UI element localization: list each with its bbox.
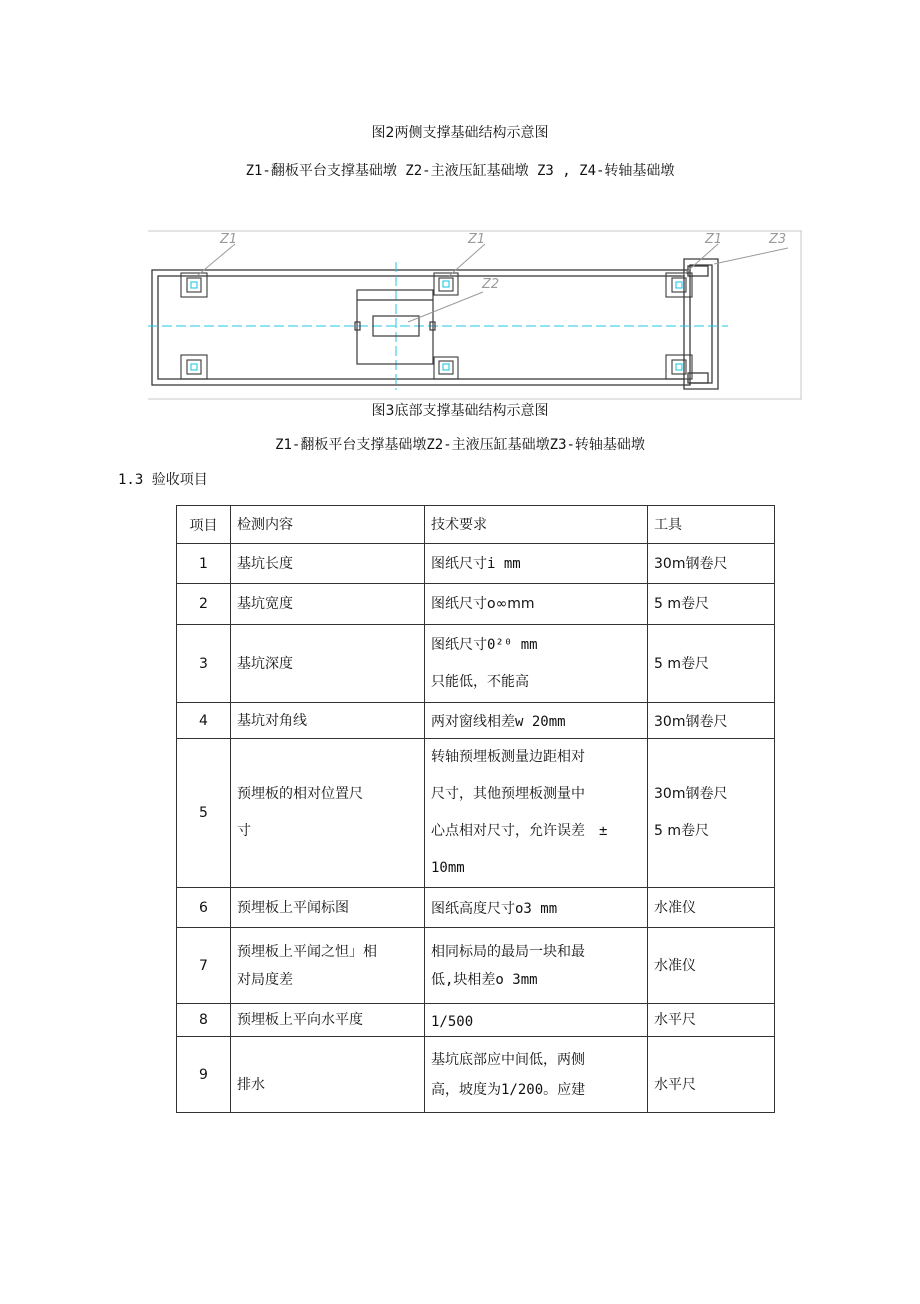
figure-3-legend: Z1-翻板平台支撑基础墩Z2-主液压缸基础墩Z3-转轴基础墩 (275, 437, 645, 453)
table-row (177, 703, 775, 739)
header-item: 项目 (177, 506, 231, 544)
row-number: 2 (177, 584, 231, 625)
row-number: 9 (177, 1037, 231, 1113)
row-requirement (425, 928, 648, 1004)
table-row (177, 544, 775, 584)
requirement-line: 相同标局的最局一块和最 (431, 943, 585, 960)
row-tool: 5 m卷尺 (648, 584, 775, 625)
figure-2-title: 图2两侧支撑基础结构示意图 (371, 125, 549, 141)
row-number: 4 (177, 703, 231, 739)
row-tool: 水准仪 (648, 888, 775, 928)
label-z3: Z3 (769, 232, 787, 247)
figure-2-legend: Z1-翻板平台支撑基础墩 Z2-主液压缸基础墩 Z3 , Z4-转轴基础墩 (245, 163, 675, 179)
table-header-row (177, 506, 775, 544)
row-tool: 30m钢卷尺 (648, 544, 775, 584)
table-row (177, 739, 775, 888)
requirement-line: 心点相对尺寸，允许误差 ± (431, 823, 608, 839)
row-number: 3 (177, 625, 231, 703)
row-item (231, 739, 425, 888)
row-number: 1 (177, 544, 231, 584)
requirement-line: 只能低，不能高 (431, 673, 529, 690)
row-number: 5 (177, 739, 231, 888)
row-tool: 5 m卷尺 (648, 625, 775, 703)
figure-3-title: 图3底部支撑基础结构示意图 (371, 403, 549, 419)
row-requirement: 1/500 (425, 1004, 648, 1037)
row-requirement: 图纸高度尺寸o3 mm (425, 888, 648, 928)
row-item: 基坑对角线 (231, 703, 425, 739)
row-item: 基坑宽度 (231, 584, 425, 625)
label-z2: Z2 (482, 277, 500, 292)
requirement-line: 低,块相差o 3mm (431, 971, 538, 988)
table-row (177, 584, 775, 625)
section-heading: 1.3 验收项目 (118, 472, 208, 488)
row-requirement: 图纸尺寸o∞mm (425, 584, 648, 625)
row-item: 预埋板上平闻标图 (231, 888, 425, 928)
row-tool: 水准仪 (648, 928, 775, 1004)
row-number: 7 (177, 928, 231, 1004)
row-item: 预埋板上平向水平度 (231, 1004, 425, 1037)
header-tool: 工具 (648, 506, 775, 544)
label-z1-right: Z1 (705, 232, 723, 247)
row-tool: 水平尺 (648, 1004, 775, 1037)
header-requirement: 技术要求 (425, 506, 648, 544)
header-content: 检测内容 (231, 506, 425, 544)
row-tool: 30m钢卷尺 (648, 703, 775, 739)
label-z1-mid: Z1 (468, 232, 486, 247)
table-row (177, 928, 775, 1004)
bottom-foundation-diagram (148, 230, 802, 400)
table-row (177, 625, 775, 703)
row-item (231, 928, 425, 1004)
requirement-line: 10mm (431, 860, 465, 876)
tool-line: 5 m卷尺 (654, 823, 709, 839)
row-item: 基坑长度 (231, 544, 425, 584)
table-row (177, 1037, 775, 1113)
table-row (177, 1004, 775, 1037)
row-item: 基坑深度 (231, 625, 425, 703)
item-line: 预埋板的相对位置尺 (237, 786, 363, 802)
item-line: 预埋板上平闻之怛」相 (237, 943, 377, 960)
item-line: 对局度差 (237, 971, 293, 988)
label-z1-left: Z1 (220, 232, 238, 247)
row-number: 6 (177, 888, 231, 928)
tool-line: 30m钢卷尺 (654, 786, 728, 802)
requirement-line: 尺寸，其他预埋板测量中 (431, 786, 585, 802)
axis-lines (148, 262, 728, 390)
row-requirement (425, 1037, 648, 1113)
row-item: 排水 (231, 1037, 425, 1113)
row-tool: 水平尺 (648, 1037, 775, 1113)
requirement-line: 基坑底部应中间低，两侧 (431, 1051, 585, 1068)
row-number: 8 (177, 1004, 231, 1037)
row-requirement (425, 739, 648, 888)
row-requirement: 图纸尺寸i mm (425, 544, 648, 584)
hydraulic-cylinder-base (355, 290, 435, 364)
acceptance-items-table (176, 505, 775, 1113)
table-row (177, 888, 775, 928)
row-requirement: 两对窗线相差w 20mm (425, 703, 648, 739)
row-requirement (425, 625, 648, 703)
requirement-line: 图纸尺寸0²⁰ mm (431, 636, 538, 653)
requirement-line: 转轴预埋板测量边距相对 (431, 749, 585, 765)
item-line: 寸 (237, 823, 251, 839)
row-tool (648, 739, 775, 888)
requirement-line: 高，坡度为1/200。应建 (431, 1081, 586, 1098)
